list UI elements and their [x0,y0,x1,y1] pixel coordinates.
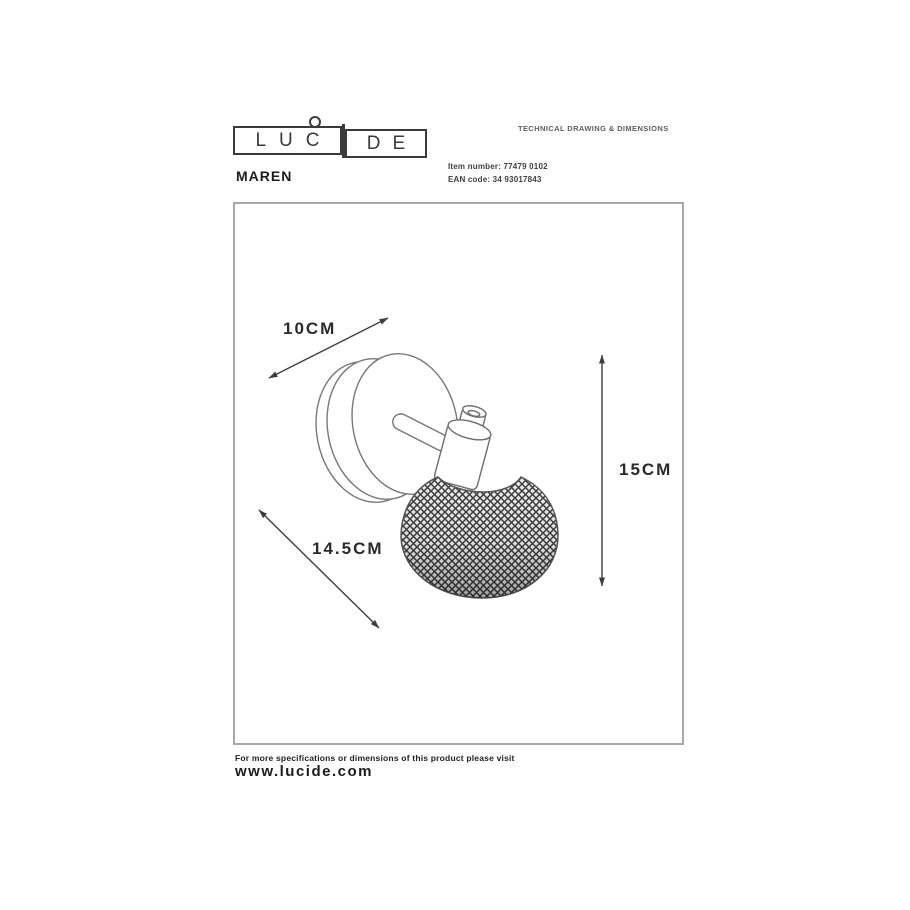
dimension-arrow-14-5cm [259,510,379,628]
logo-right-box [345,129,427,158]
dimension-label-plate-width: 10CM [283,319,337,338]
item-number: Item number: 77479 0102 [448,162,548,171]
dimension-label-total-height: 15CM [619,460,673,479]
logo-ring-icon [309,116,321,128]
ean-code: EAN code: 34 93017843 [448,175,542,184]
drawing-frame [233,202,684,745]
logo-right-text: DE [366,132,418,154]
mesh-shade [401,477,558,598]
document-title: TECHNICAL DRAWING & DIMENSIONS [518,124,669,133]
product-name: MAREN [236,168,293,184]
dimension-label-total-depth: 14.5CM [312,539,384,558]
footer-note: For more specifications or dimensions of this product please visit [235,753,515,763]
lamp-line-drawing [235,204,682,743]
logo-left-box [233,126,342,155]
product-meta [448,160,548,186]
logo-left-text: LUC [255,129,333,151]
logo-divider-bar [342,124,345,158]
footer-website: www.lucide.com [235,763,373,780]
